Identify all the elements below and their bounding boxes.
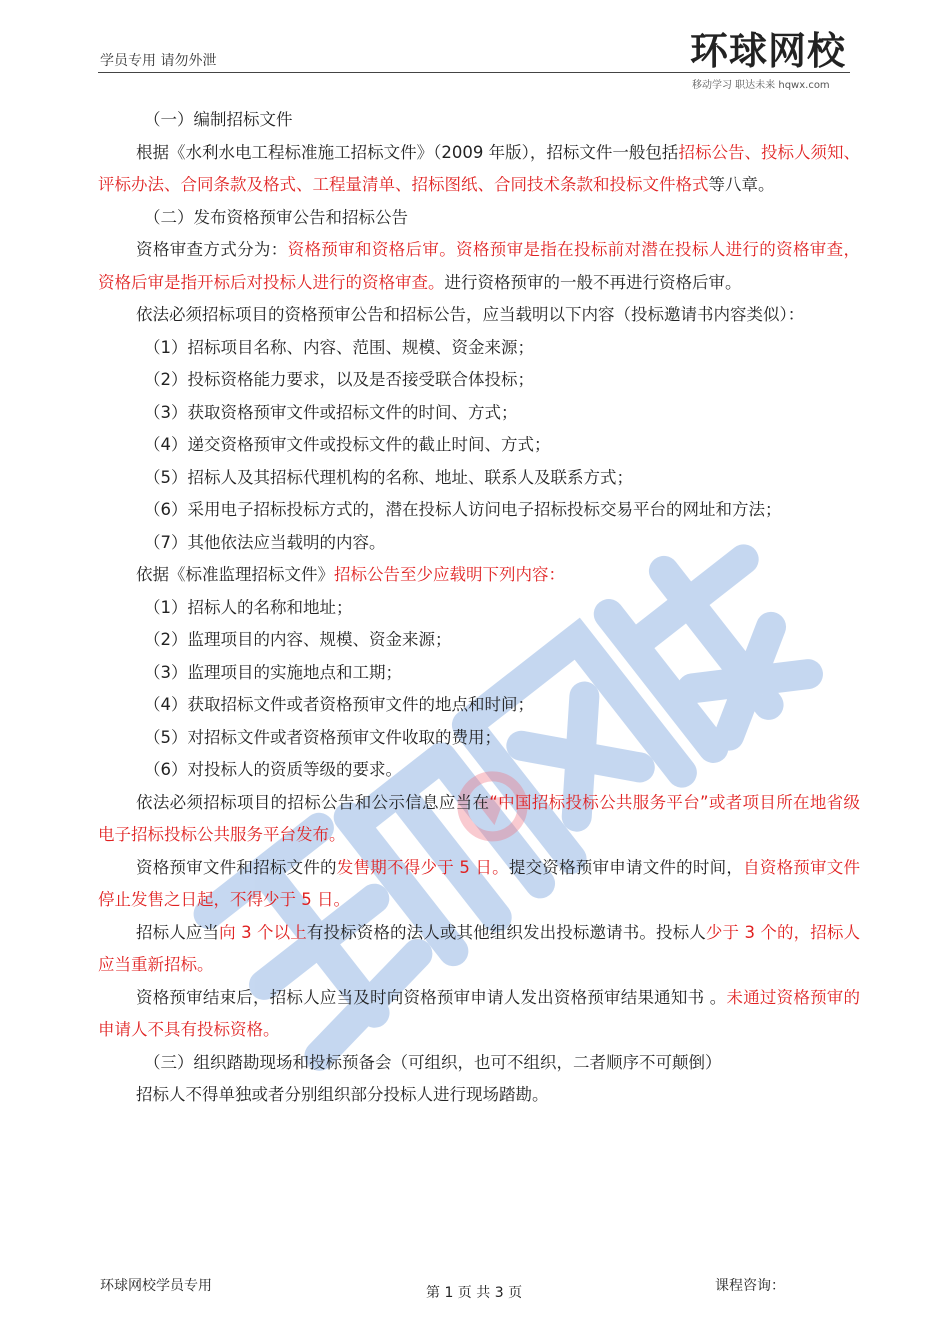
list-item: [98, 754, 860, 787]
section-heading: [98, 202, 860, 235]
list-item: [98, 527, 860, 560]
highlighted-text: 招标公告、投标人须知、评标办法、合同条款及格式、工程量清单、招标图纸、合同技术条款和投标文件格式: [98, 142, 860, 194]
list-item: [98, 722, 860, 755]
text-segment: 资格审查方式分为：: [136, 240, 288, 259]
body-paragraph: [98, 982, 860, 1047]
highlighted-text: 自资格预审文件停止发售之日起，不得少于 5 日。: [98, 857, 861, 909]
text-segment: 提交资格预审申请文件的时间，: [508, 857, 744, 877]
highlighted-text: 发售期不得少于 5 日。: [336, 857, 509, 877]
text-segment: 有投标资格的法人或其他组织发出投标邀请书。投标人: [306, 922, 706, 942]
highlighted-text: 未通过资格预审的申请人不具有投标资格。: [98, 987, 861, 1039]
text-segment: （5）招标人及其招标代理机构的名称、地址、联系人及联系方式；: [144, 467, 633, 487]
text-segment: （6）对投标人的资质等级的要求。: [144, 760, 402, 779]
text-segment: （2）监理项目的内容、规模、资金来源；: [144, 630, 452, 649]
highlighted-text: 向 3 个以上: [219, 922, 307, 942]
text-segment: 依据《标准监理招标文件》: [136, 565, 334, 584]
text-segment: 资格预审结束后，招标人应当及时向资格预审申请人发出资格预审结果通知书 。: [136, 987, 727, 1007]
header-left-text: 学员专用 请勿外泄: [100, 53, 217, 69]
text-segment: 依法必须招标项目的招标公告和公示信息应当在: [136, 792, 490, 812]
body-paragraph: [98, 852, 860, 917]
text-segment: （一）编制招标文件: [144, 110, 293, 129]
text-segment: 依法必须招标项目的资格预审公告和招标公告，应当载明以下内容（投标邀请书内容类似）：: [136, 305, 805, 324]
text-segment: （二）发布资格预审公告和招标公告: [144, 207, 408, 227]
list-item: [98, 689, 860, 722]
list-item: [98, 397, 860, 430]
list-item: [98, 429, 860, 462]
highlighted-text: 招标公告至少应载明下列内容：: [334, 565, 565, 584]
logo-text: 环球网校: [690, 29, 847, 73]
body-paragraph: [98, 917, 860, 982]
text-segment: （三）组织踏勘现场和投标预备会（可组织，也可不组织，二者顺序不可颠倒）: [144, 1052, 722, 1072]
text-segment: （4）获取招标文件或者资格预审文件的地点和时间；: [144, 695, 534, 714]
text-segment: （1）招标项目名称、内容、范围、规模、资金来源；: [144, 337, 534, 357]
list-item: [98, 494, 860, 527]
text-segment: （3）获取资格预审文件或招标文件的时间、方式；: [144, 402, 518, 422]
section-heading: [98, 104, 860, 137]
text-segment: （1）招标人的名称和地址；: [144, 597, 353, 617]
body-paragraph: [98, 234, 860, 299]
list-item: [98, 592, 860, 625]
text-segment: （4）递交资格预审文件或投标文件的截止时间、方式；: [144, 435, 551, 454]
section-heading: [98, 1047, 860, 1080]
text-segment: 等八章。: [708, 175, 775, 194]
page-number: 第 1 页 共 3 页: [426, 1285, 523, 1301]
body-paragraph: [98, 137, 860, 202]
body-paragraph: [98, 299, 860, 332]
list-item: [98, 624, 860, 657]
list-item: [98, 332, 860, 365]
text-segment: 根据《水利水电工程标准施工招标文件》（2009 年版），招标文件一般包括: [136, 142, 679, 162]
text-segment: 资格预审文件和招标文件的: [136, 857, 337, 877]
highlighted-text: 资格预审和资格后审。资格预审是指在投标前对潜在投标人进行的资格审查，资格后审是指开标后对投标人进行的资格审查。: [98, 240, 861, 292]
footer-consult-label: 课程咨询：: [715, 1278, 785, 1294]
list-item: [98, 364, 860, 397]
text-segment: 招标人应当: [136, 922, 220, 942]
body-paragraph: [98, 559, 860, 592]
text-segment: （7）其他依法应当载明的内容。: [144, 532, 386, 552]
text-segment: 进行资格预审的一般不再进行资格后审。: [444, 272, 742, 292]
highlighted-text: 少于 3 个的，招标人应当重新招标。: [98, 922, 860, 974]
body-paragraph: [98, 1079, 860, 1112]
text-segment: （6）采用电子招标投标方式的，潜在投标人访问电子招标投标交易平台的网址和方法；: [144, 500, 782, 519]
text-segment: 招标人不得单独或者分别组织部分投标人进行现场踏勘。: [136, 1085, 549, 1104]
text-segment: （3）监理项目的实施地点和工期；: [144, 662, 402, 682]
footer-left-text: 环球网校学员专用: [100, 1278, 212, 1294]
highlighted-text: “中国招标投标公共服务平台”或者项目所在地省级电子招标投标公共服务平台发布。: [98, 792, 861, 844]
document-body: [98, 104, 860, 1112]
list-item: [98, 657, 860, 690]
text-segment: （5）对招标文件或者资格预审文件收取的费用；: [144, 727, 501, 747]
logo-tagline: 移动学习 职达未来 hqwx.com: [692, 80, 830, 91]
list-item: [98, 462, 860, 495]
text-segment: （2）投标资格能力要求，以及是否接受联合体投标；: [144, 370, 534, 389]
body-paragraph: [98, 787, 860, 852]
brand-logo: [690, 28, 865, 92]
